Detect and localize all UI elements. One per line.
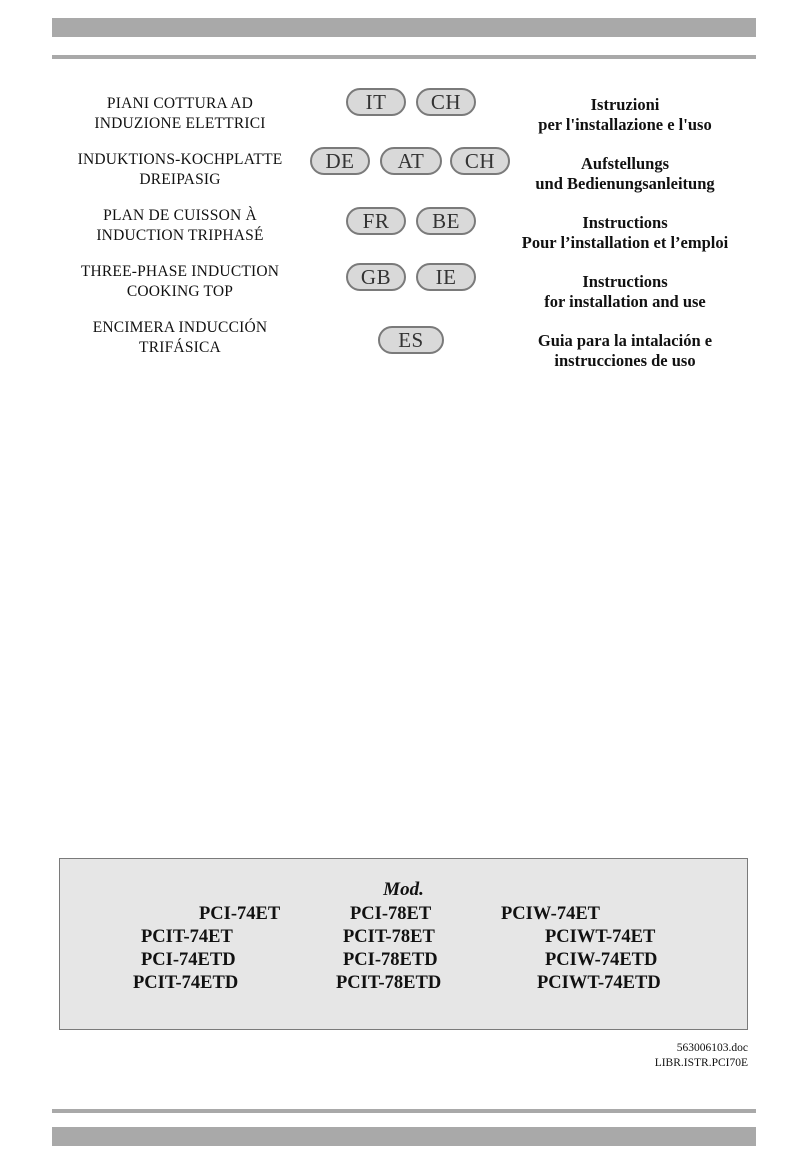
country-badge-ch: CH xyxy=(416,88,476,116)
country-badge-ie: IE xyxy=(416,263,476,291)
model-name: PCIT-74ETD xyxy=(133,973,239,993)
model-name: PCIW-74ET xyxy=(501,904,601,924)
instructions-title-gb: Instructions for installation and use xyxy=(544,272,706,311)
model-list-box xyxy=(59,858,748,1030)
instructions-title-it: Istruzioni per l'installazione e l'uso xyxy=(538,95,712,134)
model-name: PCIT-74ET xyxy=(141,927,233,947)
language-title-de: INDUKTIONS-KOCHPLATTE DREIPASIG xyxy=(77,151,283,188)
language-title-fr: PLAN DE CUISSON À INDUCTION TRIPHASÉ xyxy=(96,207,264,244)
country-badge-de: DE xyxy=(310,147,370,175)
country-badge-be: BE xyxy=(416,207,476,235)
document-filename: 563006103.doc xyxy=(676,1042,748,1054)
bottom-footer-bar xyxy=(52,1127,756,1146)
model-name: PCI-78ETD xyxy=(343,950,438,970)
language-title-gb: THREE-PHASE INDUCTION COOKING TOP xyxy=(80,263,280,300)
document-reference xyxy=(548,1041,748,1071)
instructions-title-es: Guia para la intalación e instrucciones de uso xyxy=(537,331,713,370)
instructions-title-de: Aufstellungs und Bedienungsanleitung xyxy=(535,154,715,193)
country-badge-at: AT xyxy=(380,147,442,175)
model-name: PCI-74ET xyxy=(199,904,281,924)
instructions-title-fr: Instructions Pour l’installation et l’emploi xyxy=(521,213,729,252)
model-name: PCI-74ETD xyxy=(141,950,236,970)
model-name: PCIT-78ETD xyxy=(336,973,442,993)
model-label: Mod. xyxy=(383,879,424,900)
country-badge-ch: CH xyxy=(450,147,510,175)
model-name: PCIW-74ETD xyxy=(545,950,658,970)
model-name: PCIWT-74ETD xyxy=(537,973,661,993)
top-header-bar xyxy=(52,18,756,37)
country-badge-gb: GB xyxy=(346,263,406,291)
country-badge-fr: FR xyxy=(346,207,406,235)
country-badge-es: ES xyxy=(378,326,444,354)
bottom-rule xyxy=(52,1109,756,1113)
model-name: PCI-78ET xyxy=(350,904,432,924)
model-name: PCIT-78ET xyxy=(343,927,435,947)
top-rule xyxy=(52,55,756,59)
document-code: LIBR.ISTR.PCI70E xyxy=(654,1057,748,1069)
model-name: PCIWT-74ET xyxy=(545,927,656,947)
language-title-es: ENCIMERA INDUCCIÓN TRIFÁSICA xyxy=(92,319,268,356)
language-title-it: PIANI COTTURA AD INDUZIONE ELETTRICI xyxy=(94,95,266,132)
country-badge-it: IT xyxy=(346,88,406,116)
